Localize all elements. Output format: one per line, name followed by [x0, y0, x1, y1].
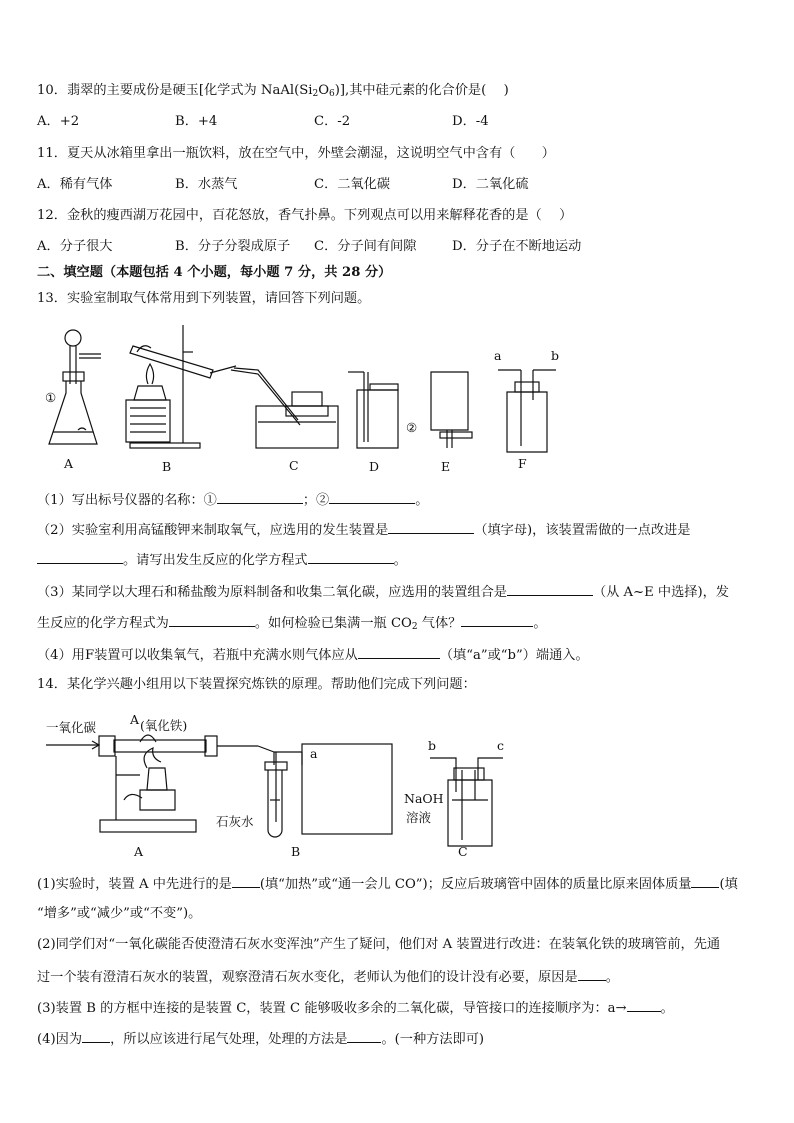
fig13-label-e: E [441, 459, 451, 474]
section-heading: 二、填空题（本题包括 4 个小题，每小题 7 分，共 28 分） [37, 265, 392, 280]
answer-blank[interactable] [627, 998, 661, 1012]
q11-stem: 11．夏天从冰箱里拿出一瓶饮料，放在空气中，外壁会潮湿，这说明空气中含有（ ） [37, 146, 555, 161]
fig13-label-d: D [369, 459, 380, 474]
q12-option-b: B．分子分裂成原子 [175, 239, 291, 254]
q10-option-b: B．+4 [175, 114, 218, 129]
fig14-label-a: A [134, 844, 144, 859]
fig13-label-a: A [64, 456, 74, 471]
q12-option-c: C．分子间有间隙 [314, 239, 417, 254]
q13-stem: 13．实验室制取气体常用到下列装置，请回答下列问题。 [37, 291, 371, 306]
q11-option-a: A．稀有气体 [37, 177, 113, 192]
q10-option-c: C．-2 [314, 114, 351, 129]
label-fe2o3: (氧化铁) [140, 718, 188, 733]
label-co: 一氧化碳 [46, 720, 97, 735]
q14-part1-line1: (1)实验时，装置 A 中先进行的是 (填“加热”或“通一会儿 CO”)；反应后玻璃管中固体的质量比原来固体质量 (填 [37, 874, 738, 894]
q12-option-d: D．分子在不断地运动 [452, 239, 582, 254]
q14-part2-line2: 过一个装有澄清石灰水的装置，观察澄清石灰水变化，老师认为他们的设计没有必要，原因是 。 [37, 967, 619, 987]
q13-part4: （4）用F装置可以收集氧气，若瓶中充满水则气体应从 （填“a”或“b”）端通入。 [37, 645, 589, 665]
label-a-tube: A [130, 712, 140, 727]
q10-option-d: D．-4 [452, 114, 489, 129]
label-solution: 溶液 [406, 810, 432, 825]
marker-1: ① [45, 390, 57, 405]
fig14-label-c: C [458, 844, 468, 859]
fig14-label-b: B [291, 844, 301, 859]
fig13-label-c: C [289, 458, 299, 473]
q13-part3-line2: 生反应的化学方程式为 。如何检验已集满一瓶 $CO_2$ 气体？ 。 [37, 613, 547, 636]
q11-option-b: B．水蒸气 [175, 177, 238, 192]
answer-blank[interactable] [578, 967, 606, 981]
fig13-label-b: B [162, 459, 172, 474]
fig13-label-f: F [518, 456, 527, 471]
apparatus-b-limewater [265, 744, 392, 837]
q11-option-c: C．二氧化碳 [314, 177, 391, 192]
label-port-c: c [497, 738, 505, 753]
label-limewater: 石灰水 [216, 814, 254, 829]
q14-part1-line2: “增多”或“减少”或“不变”)。 [37, 906, 202, 921]
q14-stem: 14．某化学兴趣小组用以下装置探究炼铁的原理。帮助他们完成下列问题： [37, 677, 476, 692]
port-a-label: a [494, 348, 502, 363]
q10-option-a: A．+2 [37, 114, 80, 129]
port-b-label: b [551, 348, 560, 363]
q10-stem: 10．翡翠的主要成份是硬玉[化学式为 $NaAl(Si_2O_6)$],其中硅元素的化合价是( ) [37, 83, 509, 99]
answer-blank[interactable] [691, 874, 719, 888]
q13-part1: （1）写出标号仪器的名称：① ；② 。 [37, 490, 428, 510]
q13-part3-line1: （3）某同学以大理石和稀盐酸为原料制备和收集二氧化碳，应选用的装置组合是 （从 A~E 中选择)，发 [37, 582, 729, 602]
label-port-a: a [310, 746, 318, 761]
q11-option-d: D．二氧化硫 [452, 177, 529, 192]
q14-part4: (4)因为 ，所以应该进行尾气处理，处理的方法是 。(一种方法即可) [37, 1029, 484, 1049]
q12-option-a: A．分子很大 [37, 239, 113, 254]
answer-blank[interactable] [232, 874, 260, 888]
answer-blank[interactable] [347, 1029, 381, 1043]
answer-blank[interactable] [82, 1029, 110, 1043]
q13-part2-line1: （2）实验室利用高锰酸钾来制取氧气，应选用的发生装置是 （填字母)，该装置需做的一点改进是 [37, 520, 690, 540]
marker-2: ② [406, 420, 418, 435]
q14-part2-line1: (2)同学们对“一氧化碳能否使澄清石灰水变浑浊”产生了疑问，他们对 A 装置进行改进：在装氧化铁的玻璃管前，先通 [37, 937, 721, 952]
q12-stem: 12．金秋的瘦西湖万花园中，百花怒放，香气扑鼻。下列观点可以用来解释花香的是（ ） [37, 208, 573, 223]
q13-part2-line2: 。请写出发生反应的化学方程式 。 [37, 550, 407, 570]
q14-part3: (3)装置 B 的方框中连接的是装置 C，装置 C 能够吸收多余的二氧化碳，导管接口的连接顺序为：a→ 。 [37, 998, 674, 1018]
label-port-b: b [428, 738, 437, 753]
label-naoh: NaOH [404, 791, 444, 806]
